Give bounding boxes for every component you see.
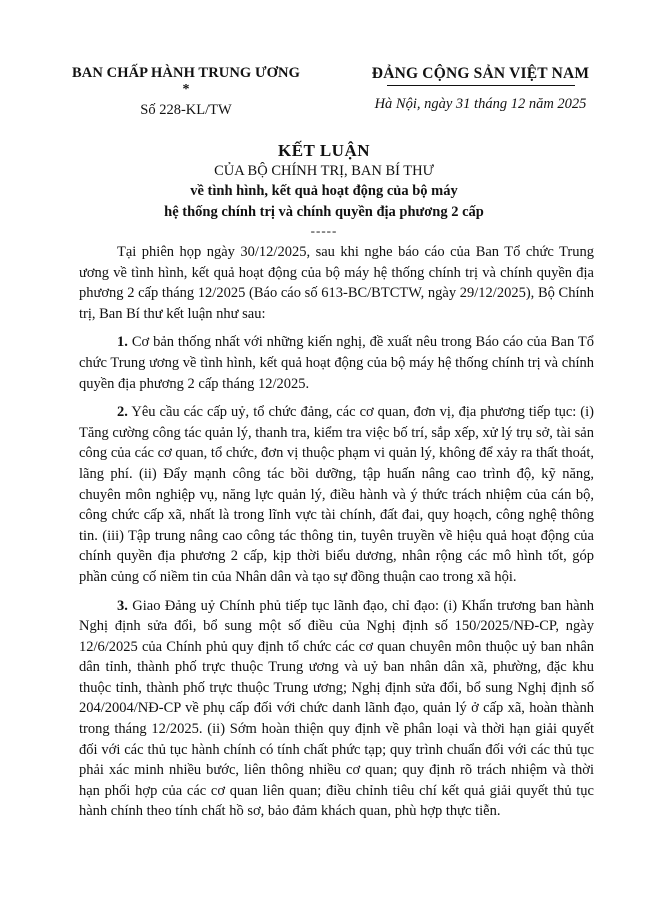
- party-underline: [387, 85, 575, 86]
- document-number: Số 228-KL/TW: [140, 102, 232, 118]
- issuer-line: CỦA BỘ CHÍNH TRỊ, BAN BÍ THƯ: [214, 163, 434, 179]
- issuing-body-header: [56, 63, 316, 121]
- subject-line-2: hệ thống chính trị và chính quyền địa phương 2 cấp: [164, 204, 484, 220]
- document-title: [40, 140, 608, 239]
- star-separator: *: [182, 82, 190, 97]
- title-separator: -----: [310, 223, 338, 238]
- org-name: BAN CHẤP HÀNH TRUNG ƯƠNG: [72, 65, 300, 81]
- item-number: 3.: [117, 597, 128, 614]
- item-text: Yêu cầu các cấp uỷ, tổ chức đảng, các cơ quan, đơn vị, địa phương tiếp tục: (i) Tăng cường công tác quản lý, thanh tra, kiểm tra việc bố trí, sắp xếp, xử lý trụ sở, tài sản công của các cơ quan, tổ chức, đơn vị thuộc phạm vi quản lý, không để xảy ra thất thoát, lãng phí. (ii) Đẩy mạnh công tác bồi dưỡng, tập huấn nâng cao trình độ, kỹ năng, chuyên môn nghiệp vụ, năng lực quản lý, điều hành và ý thức trách nhiệm của cán bộ, công chức cấp xã, nhất là trong lĩnh vực tài chính, đất đai, quy hoạch, công nghệ thông tin. (iii) Tập trung nâng cao công tác thông tin, tuyên truyền về hiệu quả hoạt động của chính quyền địa phương 2 cấp, kịp thời biểu dương, nhân rộng các mô hình tốt, góp phần củng cố niềm tin của Nhân dân và tạo sự đồng thuận cao trong xã hội.: [79, 404, 594, 585]
- document-body: [79, 242, 594, 830]
- paragraph-item-1: [79, 332, 594, 394]
- party-name: ĐẢNG CỘNG SẢN VIỆT NAM: [371, 65, 590, 82]
- paragraph-item-2: [79, 402, 594, 587]
- item-text: Giao Đảng uỷ Chính phủ tiếp tục lãnh đạo, chỉ đạo: (i) Khẩn trương ban hành Nghị định sửa đổi, bổ sung một số điều của Nghị định số 150/2025/NĐ-CP, ngày 12/6/2025 của Chính phủ quy định tổ chức các cơ quan chuyên môn thuộc uỷ ban nhân dân tỉnh, thành phố trực thuộc Trung ương và uỷ ban nhân dân xã, phường, đặc khu thuộc tỉnh, thành phố trực thuộc Trung ương; Nghị định sửa đổi, bổ sung Nghị định số 204/2004/NĐ-CP về phụ cấp đối với chức danh lãnh đạo, quản lý ở cấp xã, hoàn thành trong tháng 12/2025. (ii) Sớm hoàn thiện quy định về phân loại và thời hạn giải quyết đối với các thủ tục hành chính có tính chất phức tạp; quy trình chuẩn đối với các thủ tục phải xác minh nhiều bước, liên thông nhiều cơ quan; quy định rõ trách nhiệm và thời hạn phối hợp của các cơ quan liên quan; điều chỉnh tiêu chí kết quả giải quyết thủ tục hành chính theo tính chất hồ sơ, bảo đảm khách quan, phù hợp thực tiễn.: [79, 597, 595, 820]
- paragraph-item-3: [79, 596, 594, 823]
- place-date: Hà Nội, ngày 31 tháng 12 năm 2025: [374, 96, 587, 112]
- item-text: Cơ bản thống nhất với những kiến nghị, đề xuất nêu trong Báo cáo của Ban Tổ chức Trung ương về tình hình, kết quả hoạt động của bộ máy hệ thống chính trị và chính quyền địa phương 2 cấp tháng 12/2025.: [79, 334, 595, 392]
- intro-paragraph: Tại phiên họp ngày 30/12/2025, sau khi nghe báo cáo của Ban Tổ chức Trung ương về tình hình, kết quả hoạt động của bộ máy hệ thống chính trị và chính quyền địa phương 2 cấp tháng 12/2025 (Báo cáo số 613-BC/BTCTW, ngày 29/12/2025), Bộ Chính trị, Ban Bí thư kết luận như sau:: [79, 244, 594, 322]
- item-number: 1.: [117, 334, 128, 351]
- item-number: 2.: [117, 404, 128, 421]
- subject-line-1: về tình hình, kết quả hoạt động của bộ máy: [190, 183, 458, 199]
- national-header: [348, 63, 613, 115]
- document-type: KẾT LUẬN: [277, 141, 370, 160]
